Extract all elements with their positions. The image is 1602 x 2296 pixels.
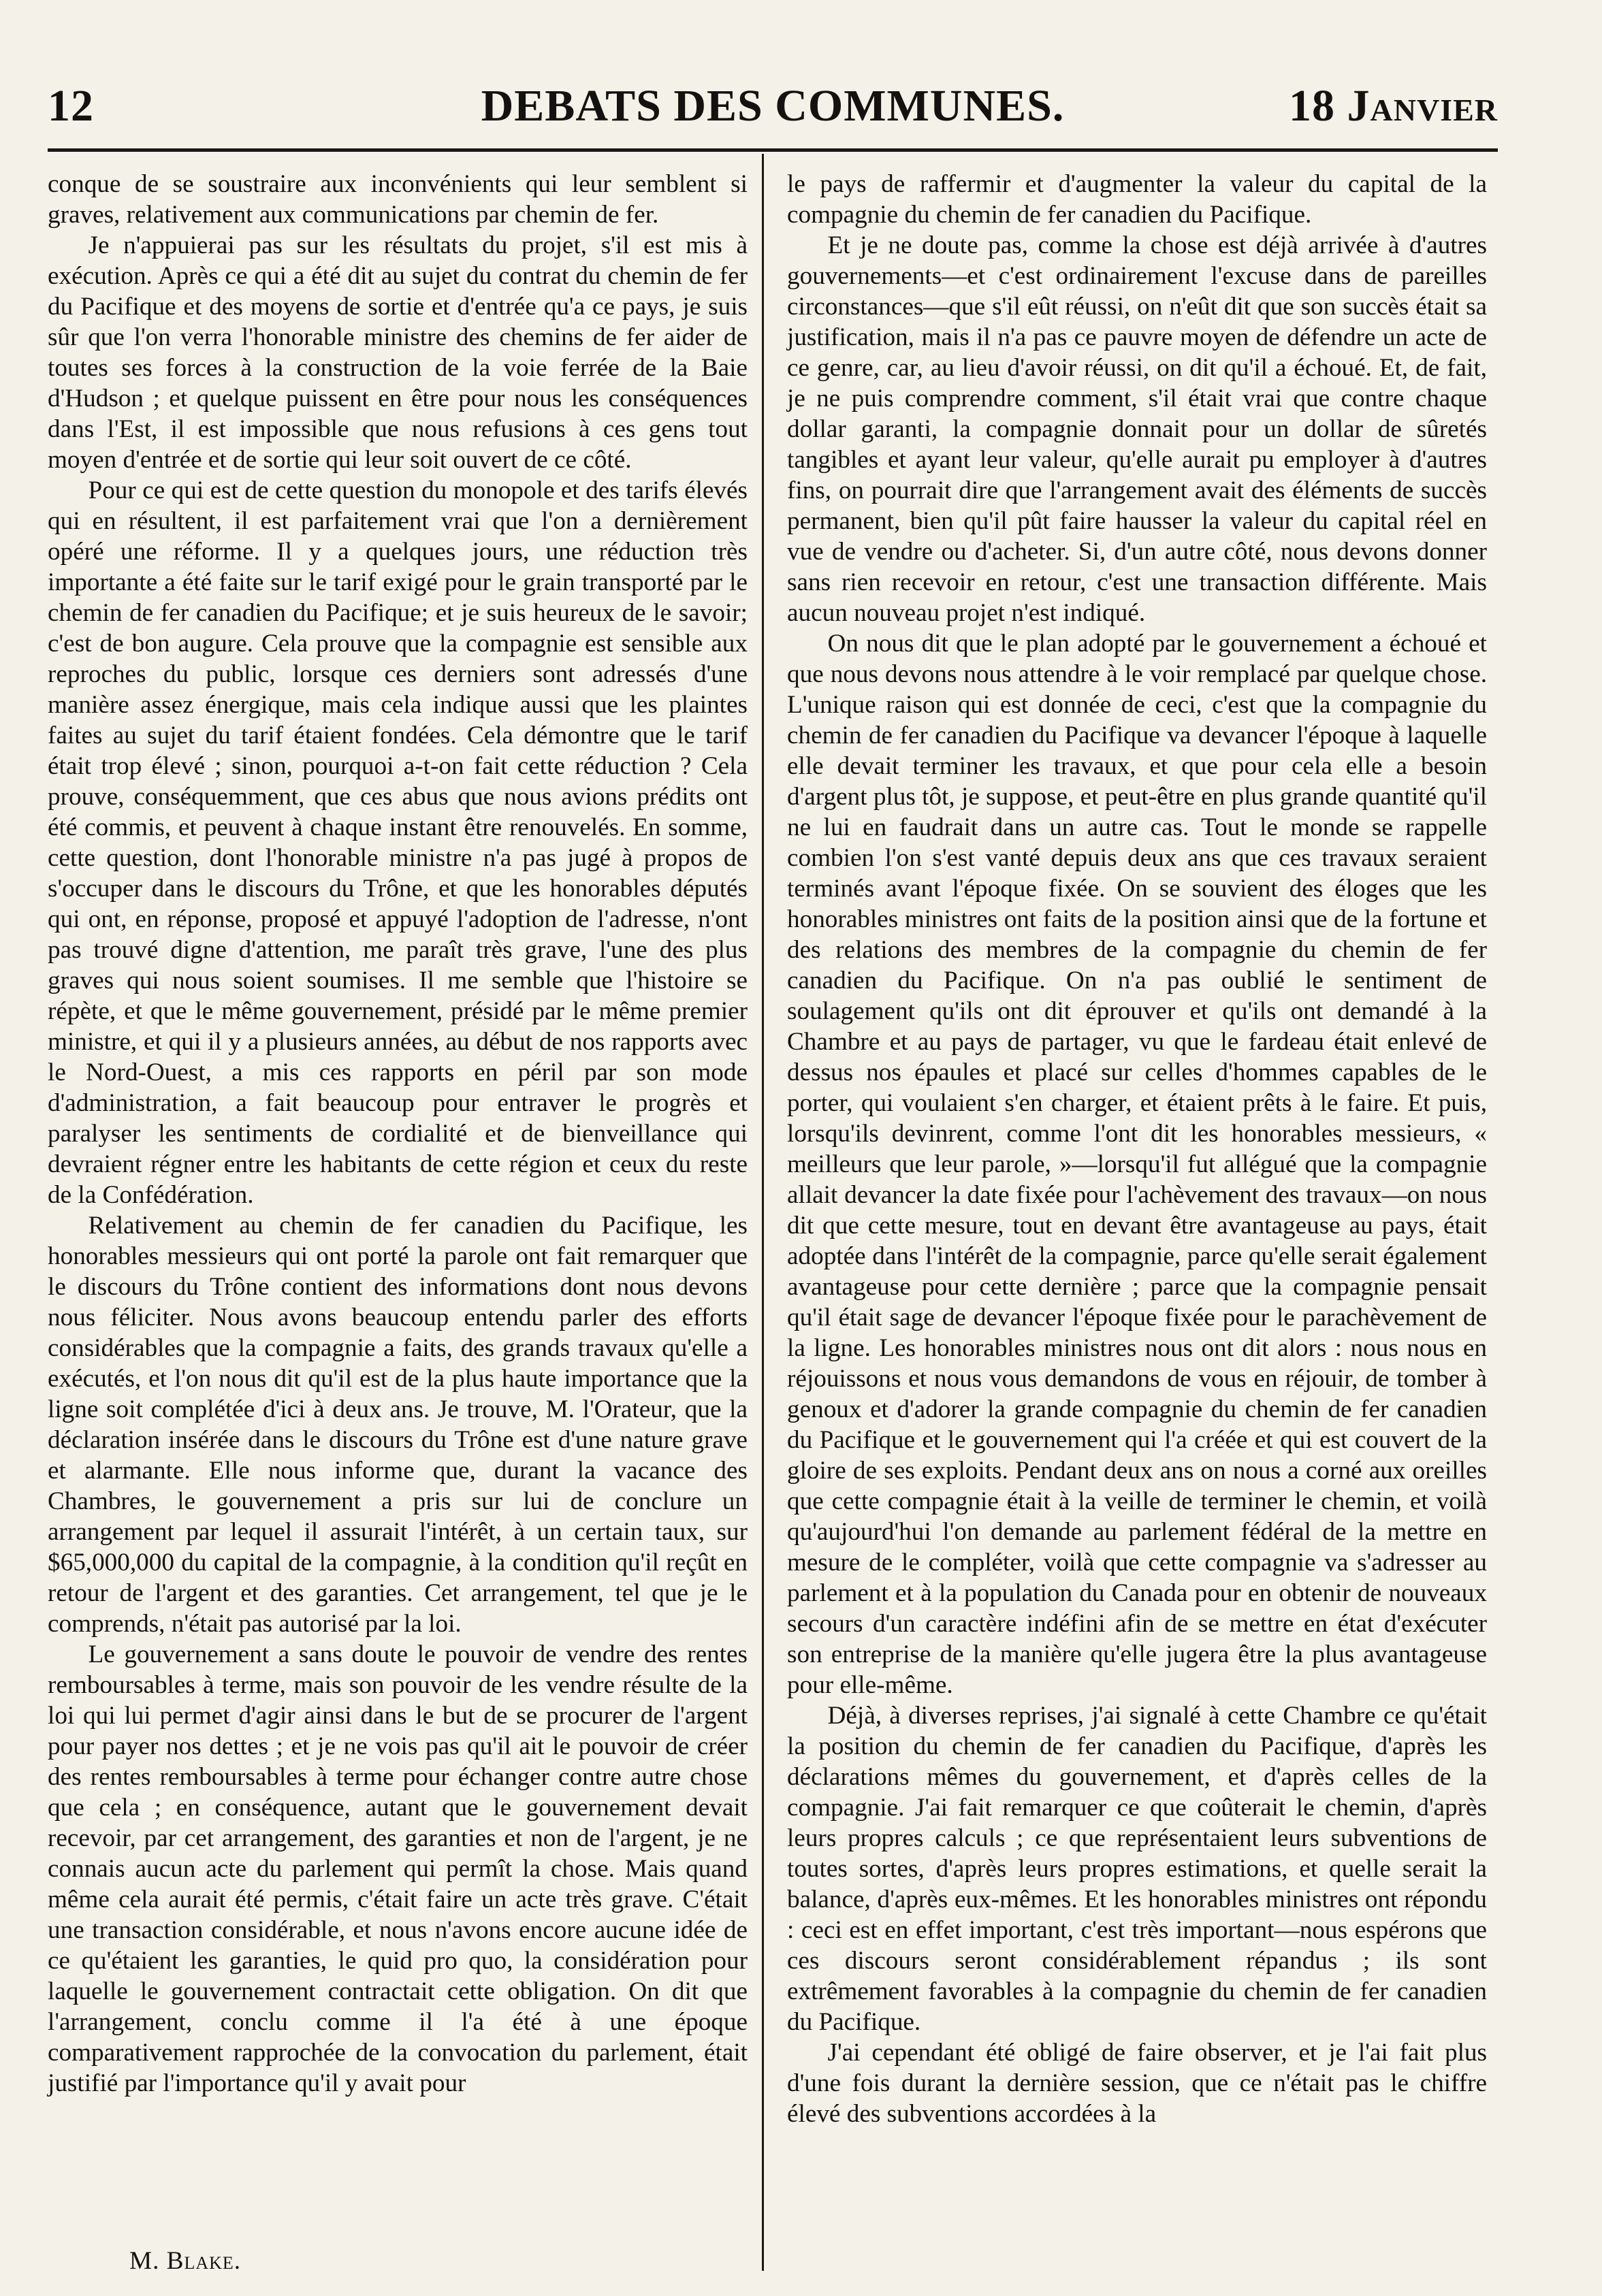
header-rule <box>48 148 1498 152</box>
paragraph: J'ai cependant été obligé de faire observer, et je l'ai fait plus d'une fois durant la dernière session, que ce n'était pas le chiffre élevé des subventions accordées à la <box>787 2039 1487 2128</box>
paragraph: Déjà, à diverses reprises, j'ai signalé à cette Chambre ce qu'était la position du chemin de fer canadien du Pacifique, d'après les déclarations mêmes du gouvernement, et d'après celles de la compagnie. J'ai fait remarquer ce que coûterait le chemin, d'après leurs propres calculs ; ce que représentaient leurs subventions de toutes sortes, d'après leurs propres estimations, et quelle serait la balance, d'après eux-mêmes. Et les honorables ministres ont répondu : ceci est en effet important, c'est très important—nous espérons que ces discours seront considérablement répandus ; ils sont extrêmement favorables à la compagnie du chemin de fer canadien du Pacifique. <box>787 1702 1487 2036</box>
speaker-footer: M. Blake. <box>129 2247 242 2275</box>
header-date: 18 Janvier <box>1289 81 1498 131</box>
paragraph: On nous dit que le plan adopté par le gouvernement a échoué et que nous devons nous attendre à le voir remplacé par quelque chose. L'unique raison qui est donnée de ceci, c'est que la compagnie du chemin de fer canadien du Pacifique va devancer l'époque à laquelle elle devait terminer les travaux, et que pour cela elle a besoin d'argent plus tôt, je suppose, et peut-être en plus grande quantité qu'il ne lui en faudrait dans un autre cas. Tout le monde se rappelle combien l'on s'est vanté depuis deux ans que ces travaux seraient terminés avant l'époque fixée. On se souvient des éloges que les honorables ministres ont faits de la position ainsi que de la fortune et des relations des membres de la compagnie du chemin de fer canadien du Pacifique. On n'a pas oublié le sentiment de soulagement qu'ils ont dit éprouver et qu'ils ont demandé à la Chambre et au pays de partager, vu que le fardeau était enlevé de dessus nos épaules et placé sur celles d'hommes capables de le porter, qui voulaient s'en charger, et étaient prêts à le faire. Et puis, lorsqu'ils devinrent, comme l'ont dit les honorables messieurs, « meilleurs que leur parole, »—lorsqu'il fut allégué que la compagnie allait devancer la date fixée pour l'achèvement des travaux—on nous dit que cette mesure, tout en devant être avantageuse au pays, était adoptée dans l'intérêt de la compagnie, parce qu'elle serait également avantageuse pour cette dernière ; parce que la compagnie pensait qu'il était sage de devancer l'époque fixée pour le parachèvement de la ligne. Les honorables ministres nous ont dit alors : nous nous en réjouissons et nous vous demandons de vous en réjouir, de tomber à genoux et d'adorer la grande compagnie du chemin de fer canadien du Pacifique et le gouvernement qui l'a créée et qui est couvert de la gloire de ses exploits. Pendant deux ans on nous a corné aux oreilles que cette compagnie était à la veille de terminer le chemin, et voilà qu'aujourd'hui l'on demande au parlement fédéral de la mettre en mesure de le compléter, voilà que cette compagnie va s'adresser au parlement et à la population du Canada pour en obtenir de nouveaux secours d'un caractère indéfini afin de se mettre en état d'exécuter son entreprise de la manière qu'elle jugera être la plus avantageuse pour elle-même. <box>787 630 1487 1699</box>
publication-title: DEBATS DES COMMUNES. <box>481 81 1065 131</box>
paragraph: Le gouvernement a sans doute le pouvoir de vendre des rentes remboursables à terme, mais son pouvoir de les vendre résulte de la loi qui lui permet d'agir ainsi dans le but de se procurer de l'argent pour payer nos dettes ; et je ne vois pas qu'il ait le pouvoir de créer des rentes remboursables à terme pour échanger contre autre chose que cela ; en conséquence, autant que le gouvernement devait recevoir, par cet arrangement, des garanties et non de l'argent, je ne connais aucun acte du parlement qui permît la chose. Mais quand même cela aurait été permis, c'était faire un acte très grave. C'était une transaction considérable, et nous n'avons encore aucune idée de ce qu'étaient les garanties, le quid pro quo, la considération pour laquelle le gouvernement contractait cette obligation. On dit que l'arrangement, conclu comme il l'a été à une époque comparativement rapprochée de la convocation du parlement, était justifié par l'importance qu'il y avait pour <box>48 1640 748 2097</box>
paragraph: Pour ce qui est de cette question du monopole et des tarifs élevés qui en résultent, il est parfaitement vrai que l'on a dernièrement opéré une réforme. Il y a quelques jours, une réduction très importante a été faite sur le tarif exigé pour le grain transporté par le chemin de fer canadien du Pacifique; et je suis heureux de le savoir; c'est de bon augure. Cela prouve que la compagnie est sensible aux reproches du public, lorsque ces derniers sont adressés d'une manière assez énergique, mais cela indique aussi que les plaintes faites au sujet du tarif étaient fondées. Cela démontre que le tarif était trop élevé ; sinon, pourquoi a-t-on fait cette réduction ? Cela prouve, conséquemment, que ces abus que nous avions prédits ont été commis, et peuvent à chaque instant être renouvelés. En somme, cette question, dont l'honorable ministre n'a pas jugé à propos de s'occuper dans le discours du Trône, et que les honorables députés qui ont, en réponse, proposé et appuyé l'adoption de l'adresse, n'ont pas trouvé digne d'attention, me paraît très grave, l'une des plus graves qui nous soient soumises. Il me semble que l'histoire se répète, et que le même gouvernement, présidé par le même premier ministre, et qui il y a plusieurs années, au début de nos rapports avec le Nord-Ouest, a mis ces rapports en péril par son mode d'administration, a fait beaucoup pour entraver le progrès et paralyser les sentiments de cordialité et de bienveillance qui devraient régner entre les habitants de cette région et ceux du reste de la Confédération. <box>48 476 748 1209</box>
paragraph: Je n'appuierai pas sur les résultats du projet, s'il est mis à exécution. Après ce qui a été dit au sujet du contrat du chemin de fer du Pacifique et des moyens de sortie et d'entrée qu'a ce pays, je suis sûr que l'on verra l'honorable ministre des chemins de fer aider de toutes ses forces à la construction de la voie ferrée de la Baie d'Hudson ; et quelque puissent en être pour nous les conséquences dans l'Est, il est impossible que nous refusions à ces gens tout moyen d'entrée et de sortie qui leur soit ouvert de ce côté. <box>48 231 748 474</box>
paragraph: conque de se soustraire aux inconvénients qui leur semblent si graves, relativement aux communications par chemin de fer. <box>48 170 748 229</box>
page-header <box>48 80 1498 142</box>
page-number: 12 <box>48 81 94 131</box>
left-column <box>48 169 748 2099</box>
right-column <box>787 169 1487 2129</box>
column-divider <box>762 154 764 2271</box>
paragraph: le pays de raffermir et d'augmenter la valeur du capital de la compagnie du chemin de fer canadien du Pacifique. <box>787 170 1487 229</box>
paragraph: Relativement au chemin de fer canadien du Pacifique, les honorables messieurs qui ont porté la parole ont fait remarquer que le discours du Trône contient des informations dont nous devons nous féliciter. Nous avons beaucoup entendu parler des efforts considérables que la compagnie a faits, des grands travaux qu'elle a exécutés, et l'on nous dit qu'il est de la plus haute importance que la ligne soit complétée d'ici à deux ans. Je trouve, M. l'Orateur, que la déclaration insérée dans le discours du Trône est d'une nature grave et alarmante. Elle nous informe que, durant la vacance des Chambres, le gouvernement a pris sur lui de conclure un arrangement par lequel il assurait l'intérêt, à un certain taux, sur $65,000,000 du capital de la compagnie, à la condition qu'il reçût en retour de l'argent et des garanties. Cet arrangement, tel que je le comprends, n'était pas autorisé par la loi. <box>48 1212 748 1638</box>
paragraph: Et je ne doute pas, comme la chose est déjà arrivée à d'autres gouvernements—et c'est ordinairement l'excuse dans de pareilles circonstances—que s'il eût réussi, on n'eût dit que son succès était sa justification, mais il n'a pas ce pauvre moyen de défendre un acte de ce genre, car, au lieu d'avoir réussi, on dit qu'il a échoué. Et, de fait, je ne puis comprendre comment, s'il était vrai que contre chaque dollar garanti, la compagnie donnait pour un dollar de sûretés tangibles et ayant leur valeur, qu'elle aurait pu employer à d'autres fins, on pourrait dire que l'arrangement avait des éléments de succès permanent, bien qu'il pût faire hausser la valeur du capital réel en vue de vendre ou d'acheter. Si, d'un autre côté, nous devons donner sans rien recevoir en retour, c'est une transaction différente. Mais aucun nouveau projet n'est indiqué. <box>787 231 1487 627</box>
